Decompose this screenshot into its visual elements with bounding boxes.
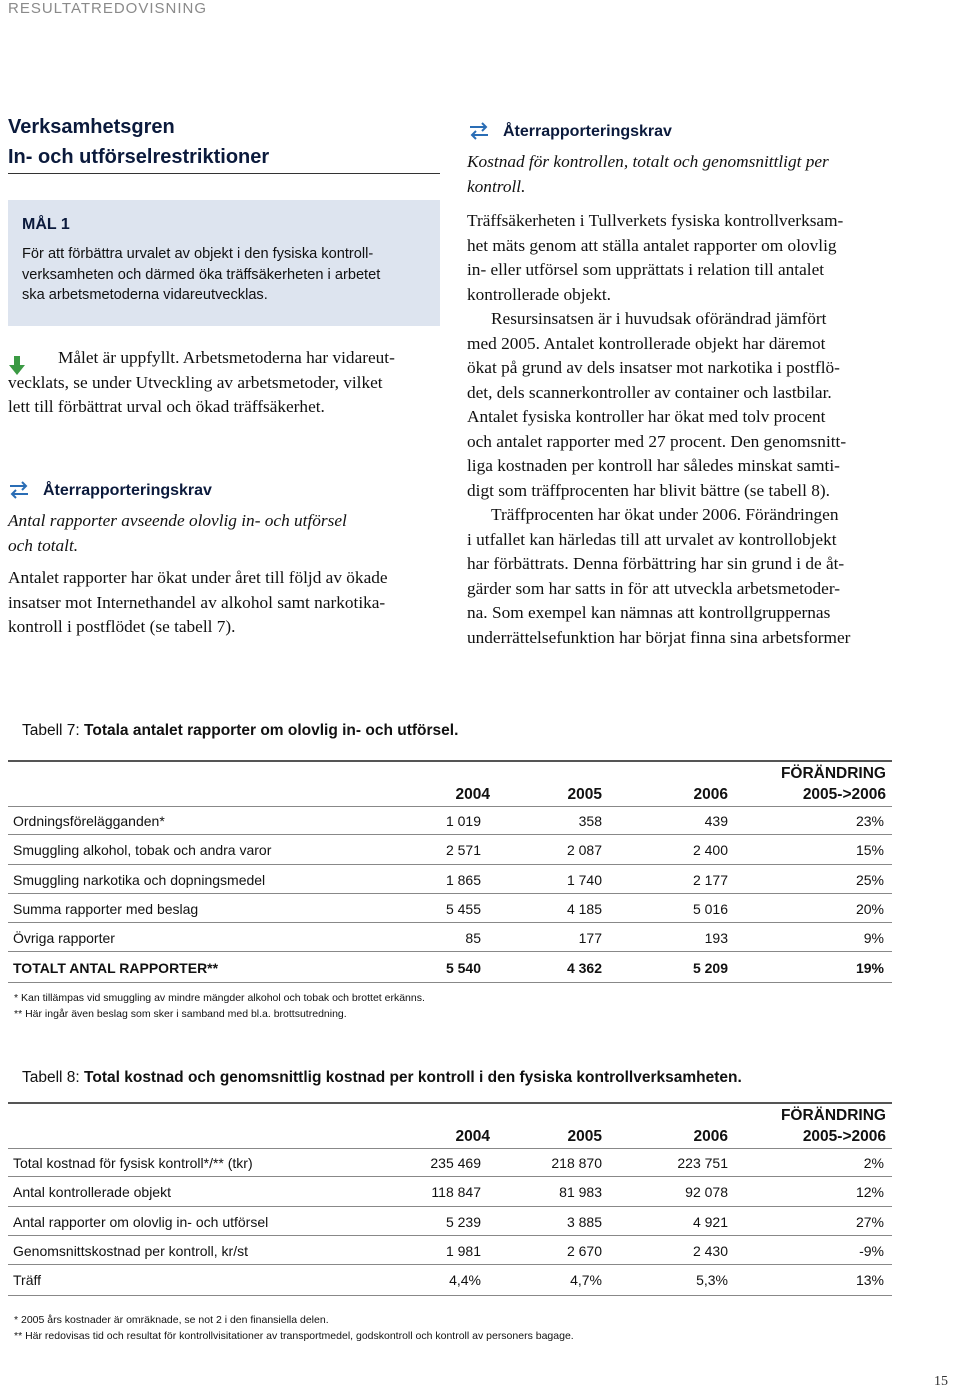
table-top-rule bbox=[8, 1102, 892, 1104]
table8-cell: 81 983 bbox=[559, 1184, 602, 1200]
left-body-line: Antalet rapporter har ökat under året till följd av ökade bbox=[8, 568, 388, 587]
table8-header-2005: 2005 bbox=[567, 1128, 602, 1145]
table7-cell: 9% bbox=[863, 930, 884, 946]
left-body-line: insatser mot Internethandel av alkohol samt narkotika- bbox=[8, 592, 386, 612]
outcome-text bbox=[8, 346, 444, 420]
table-row-rule bbox=[8, 922, 892, 923]
section-divider bbox=[8, 173, 440, 174]
table-header-rule bbox=[8, 1148, 892, 1149]
table8-cell: 218 870 bbox=[551, 1155, 602, 1171]
table7-cell: 5 455 bbox=[445, 901, 481, 917]
table7-cell: 2 571 bbox=[445, 842, 481, 858]
right-body-line: kontrollerade objekt. bbox=[467, 284, 611, 304]
table-bottom-rule bbox=[8, 1295, 892, 1296]
left-italic-line: Antal rapporter avseende olovlig in- och utförsel bbox=[8, 511, 347, 530]
section-title bbox=[8, 112, 440, 172]
left-requirement-heading: Återrapporteringskrav bbox=[43, 482, 212, 499]
table7-caption-title: Totala antalet rapporter om olovlig in- och utförsel. bbox=[84, 722, 459, 739]
table8-cell: 5,3% bbox=[696, 1272, 728, 1288]
table-row-rule bbox=[8, 834, 892, 835]
table7-cell: 1 865 bbox=[445, 872, 481, 888]
table7-cell: 15% bbox=[855, 842, 884, 858]
right-requirement-description bbox=[467, 150, 907, 199]
table7-header-2006: 2006 bbox=[693, 786, 728, 803]
table8-row-label: Total kostnad för fysisk kontroll*/** (tkr) bbox=[13, 1155, 253, 1171]
table7-cell: 4 185 bbox=[566, 901, 602, 917]
left-requirement-body bbox=[8, 566, 444, 640]
table7-header-change-period: 2005->2006 bbox=[802, 786, 886, 803]
right-body-line: Träffprocenten har ökat under 2006. Förändringen bbox=[491, 505, 839, 524]
table7-total-cell: 19% bbox=[855, 960, 884, 976]
table7-footnote: * Kan tillämpas vid smuggling av mindre mängder alkohol och tobak och brottet erkänns. bbox=[14, 992, 425, 1004]
table8-cell: 92 078 bbox=[685, 1184, 728, 1200]
table8-header-2006: 2006 bbox=[693, 1128, 728, 1145]
table7-header-2004: 2004 bbox=[455, 786, 490, 803]
table7-row-label: Smuggling alkohol, tobak och andra varor bbox=[13, 842, 272, 858]
table-row-rule bbox=[8, 1206, 892, 1207]
table8-footnote: ** Här redovisas tid och resultat för kontrollvisitationer av transportmedel, godskontroll och kontroll av personers bagage. bbox=[14, 1330, 574, 1342]
table8-row-label: Träff bbox=[13, 1272, 42, 1288]
table8-cell: 2% bbox=[863, 1155, 884, 1171]
left-body-line: kontroll i postflödet (se tabell 7). bbox=[8, 617, 236, 636]
section-title-line-2: In- och utförselrestriktioner bbox=[8, 146, 270, 168]
table8-cell: 3 885 bbox=[566, 1214, 602, 1230]
right-requirement-heading: Återrapporteringskrav bbox=[503, 123, 672, 140]
table7-cell: 2 087 bbox=[566, 842, 602, 858]
table-row-rule bbox=[8, 1176, 892, 1177]
table7-cell: 193 bbox=[704, 930, 728, 946]
swap-arrows-icon bbox=[8, 481, 30, 499]
right-italic-line: Kostnad för kontrollen, totalt och genomsnittligt per bbox=[467, 152, 829, 171]
table-header-rule bbox=[8, 806, 892, 807]
table7-cell: 1 740 bbox=[566, 872, 602, 888]
right-body-line: het mäts genom att ställa antalet rapporter om olovlig bbox=[467, 235, 837, 255]
right-body-line: Antalet fysiska kontroller har ökat med tolv procent bbox=[467, 407, 826, 426]
table8-caption bbox=[22, 1069, 742, 1087]
table-bottom-rule bbox=[8, 982, 892, 983]
table7-footnote: ** Här ingår även beslag som sker i samband med bl.a. brottsutredning. bbox=[14, 1008, 347, 1020]
table7-total-cell: 5 209 bbox=[692, 960, 728, 976]
table7-cell: 85 bbox=[465, 930, 481, 946]
table7-row-label: Summa rapporter med beslag bbox=[13, 901, 199, 917]
table7 bbox=[8, 760, 892, 990]
table-row-rule bbox=[8, 1264, 892, 1265]
right-body-line: det, dels scannerkontroller av container och lastbilar. bbox=[467, 382, 832, 402]
table7-cell: 358 bbox=[578, 813, 602, 829]
table8-header-change-period: 2005->2006 bbox=[802, 1128, 886, 1145]
swap-arrows-icon bbox=[468, 122, 490, 140]
right-body-line: gärder som har satts in för att utveckla arbetsmetoder- bbox=[467, 578, 840, 598]
table7-cell: 1 019 bbox=[445, 813, 481, 829]
goal-line: ska arbetsmetoderna vidareutvecklas. bbox=[22, 287, 268, 303]
right-body-line: har förbättrats. Denna förbättring har sin grund i de åt- bbox=[467, 554, 845, 573]
table-row-rule bbox=[8, 864, 892, 865]
table7-total-cell: 4 362 bbox=[566, 960, 602, 976]
goal-heading: MÅL 1 bbox=[22, 216, 70, 233]
table-row-rule bbox=[8, 1235, 892, 1236]
right-italic-line: kontroll. bbox=[467, 176, 526, 196]
table7-cell: 2 177 bbox=[692, 872, 728, 888]
table7-cell: 5 016 bbox=[692, 901, 728, 917]
table8-cell: 4,4% bbox=[449, 1272, 481, 1288]
table-top-rule bbox=[8, 760, 892, 762]
table8-row-label: Antal rapporter om olovlig in- och utförsel bbox=[13, 1214, 269, 1230]
goal-text bbox=[22, 244, 427, 306]
table8-cell: 27% bbox=[855, 1214, 884, 1230]
right-body-line: och antalet rapporter med 27 procent. Den genomsnitt- bbox=[467, 431, 847, 451]
table7-total-label: TOTALT ANTAL RAPPORTER** bbox=[13, 960, 219, 976]
table7-cell: 23% bbox=[855, 813, 884, 829]
running-head: RESULTATREDOVISNING bbox=[8, 0, 208, 17]
table8-row-label: Antal kontrollerade objekt bbox=[13, 1184, 171, 1200]
table8-cell: 4,7% bbox=[570, 1272, 602, 1288]
table7-cell: 439 bbox=[704, 813, 728, 829]
table7-cell: 25% bbox=[855, 872, 884, 888]
table8-cell: 13% bbox=[855, 1272, 884, 1288]
table7-row-label: Smuggling narkotika och dopningsmedel bbox=[13, 872, 266, 888]
table8-cell: 235 469 bbox=[430, 1155, 481, 1171]
right-requirement-body bbox=[467, 209, 907, 650]
table8-cell: 1 981 bbox=[445, 1243, 481, 1259]
table8-caption-prefix: Tabell 8: bbox=[22, 1069, 85, 1086]
right-body-line: digt som träffprocenten har blivit bättre (se tabell 8). bbox=[467, 480, 830, 500]
outcome-line: lett till förbättrat urval och ökad träffsäkerhet. bbox=[8, 397, 325, 416]
table-row-rule bbox=[8, 893, 892, 894]
table8-cell: 223 751 bbox=[677, 1155, 728, 1171]
table8-cell: 2 670 bbox=[566, 1243, 602, 1259]
page-number: 15 bbox=[934, 1374, 948, 1389]
table7-total-cell: 5 540 bbox=[445, 960, 481, 976]
right-body-line: med 2005. Antalet kontrollerade objekt har däremot bbox=[467, 333, 826, 353]
table-row-rule bbox=[8, 951, 892, 952]
right-body-line: in- eller utförsel som upprättats i relation till antalet bbox=[467, 260, 825, 279]
goal-box bbox=[8, 200, 440, 326]
table8-cell: 12% bbox=[855, 1184, 884, 1200]
table8-header-2004: 2004 bbox=[455, 1128, 490, 1145]
table8-header-change: FÖRÄNDRING bbox=[780, 1107, 886, 1124]
table8-cell: 118 847 bbox=[431, 1184, 481, 1200]
table8-cell: 4 921 bbox=[692, 1214, 728, 1230]
goal-line: För att förbättra urvalet av objekt i den fysiska kontroll- bbox=[22, 246, 374, 262]
table7-row-label: Ordningsförelägganden* bbox=[13, 813, 165, 829]
left-italic-line: och totalt. bbox=[8, 535, 79, 555]
table7-caption bbox=[22, 722, 458, 740]
left-requirement-description bbox=[8, 509, 444, 558]
outcome-line: Målet är uppfyllt. Arbetsmetoderna har vidareut- bbox=[58, 348, 395, 367]
table7-row-label: Övriga rapporter bbox=[13, 930, 115, 946]
right-body-line: i utfallet kan härledas till att urvalet av kontrollobjekt bbox=[467, 529, 837, 549]
table8-cell: 2 430 bbox=[692, 1243, 728, 1259]
table7-cell: 2 400 bbox=[692, 842, 728, 858]
table8 bbox=[8, 1102, 892, 1302]
table8-cell: -9% bbox=[859, 1243, 884, 1259]
table7-header-change: FÖRÄNDRING bbox=[780, 765, 886, 782]
goal-line: verksamheten och därmed öka träffsäkerheten i arbetet bbox=[22, 266, 381, 283]
right-body-line: liga kostnaden per kontroll har således minskat samti- bbox=[467, 456, 840, 475]
right-body-line: ökat på grund av dels insatser mot narkotika i postflö- bbox=[467, 358, 840, 377]
right-body-line: Resursinsatsen är i huvudsak oförändrad jämfört bbox=[491, 309, 827, 328]
right-body-line: Träffsäkerheten i Tullverkets fysiska kontrollverksam- bbox=[467, 211, 844, 230]
table8-row-label: Genomsnittskostnad per kontroll, kr/st bbox=[13, 1243, 248, 1259]
table8-caption-title: Total kostnad och genomsnittlig kostnad per kontroll i den fysiska kontrollverksamheten. bbox=[84, 1069, 742, 1086]
right-body-line: na. Som exempel kan nämnas att kontrollgruppernas bbox=[467, 603, 831, 622]
right-body-line: underrättelsefunktion har börjat finna sina arbetsformer bbox=[467, 627, 851, 647]
table7-header-2005: 2005 bbox=[567, 786, 602, 803]
section-title-line-1: Verksamhetsgren bbox=[8, 116, 175, 138]
table8-footnote: * 2005 års kostnader är omräknade, se not 2 i den finansiella delen. bbox=[14, 1314, 329, 1326]
table8-cell: 5 239 bbox=[445, 1214, 481, 1230]
table7-caption-prefix: Tabell 7: bbox=[22, 722, 85, 739]
table7-cell: 177 bbox=[578, 930, 602, 946]
table7-cell: 20% bbox=[855, 901, 884, 917]
outcome-line: vecklats, se under Utveckling av arbetsmetoder, vilket bbox=[8, 372, 383, 392]
